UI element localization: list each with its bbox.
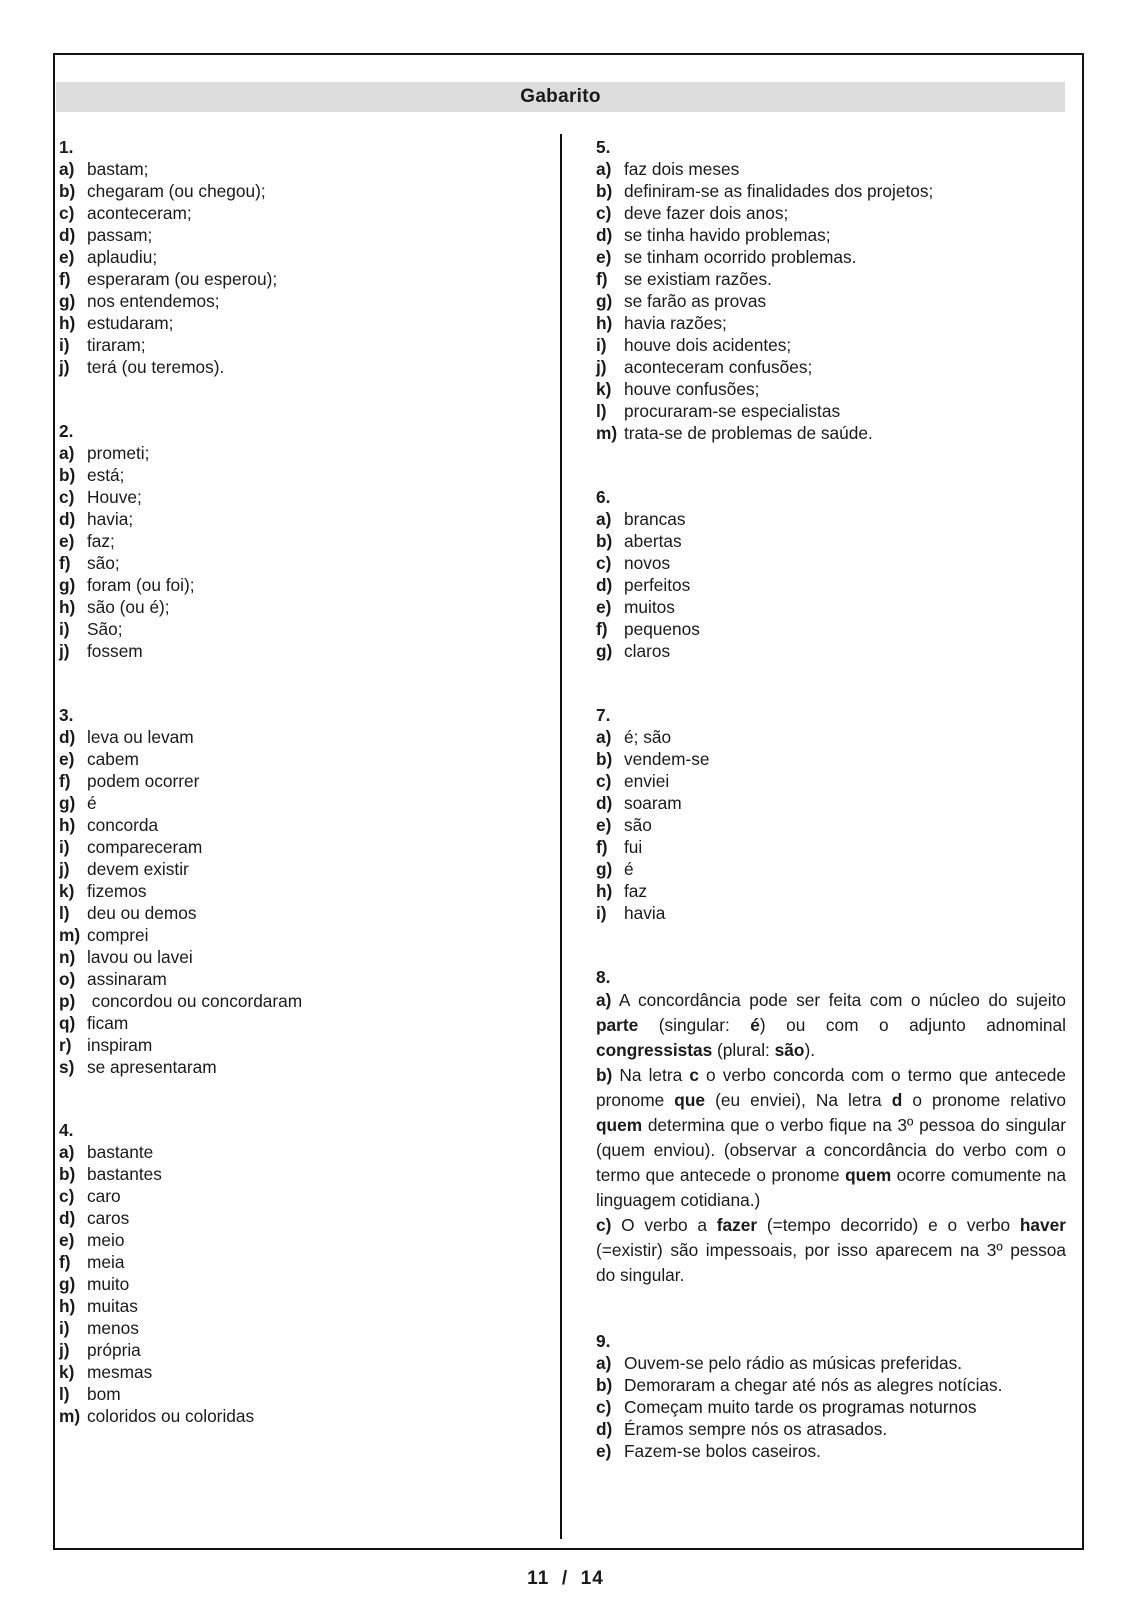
answer-text: são <box>624 815 652 835</box>
answer-item <box>59 224 529 246</box>
question-8 <box>596 966 1066 1288</box>
answer-item <box>596 552 1066 574</box>
answer-label: g) <box>596 641 613 661</box>
answer-item <box>59 1229 529 1251</box>
right-column <box>596 136 1066 1462</box>
answer-label: h) <box>596 881 613 901</box>
question-1 <box>59 136 529 378</box>
answer-label: h) <box>59 313 76 333</box>
answer-label: i) <box>59 1318 70 1338</box>
answer-text: havia razões; <box>624 313 727 333</box>
answer-item <box>59 1405 529 1427</box>
answer-text: é <box>87 793 97 813</box>
answer-label: s) <box>59 1057 75 1077</box>
answer-item <box>59 508 529 530</box>
answer-item <box>596 748 1066 770</box>
answer-item <box>59 312 529 334</box>
answer-item <box>59 1163 529 1185</box>
answer-text: trata-se de problemas de saúde. <box>624 423 873 443</box>
answer-label: i) <box>59 335 70 355</box>
answer-label: m) <box>59 1406 81 1426</box>
answer-label: f) <box>59 269 71 289</box>
answer-text: se tinham ocorrido problemas. <box>624 247 857 267</box>
answer-item <box>59 1339 529 1361</box>
answer-item <box>59 334 529 356</box>
answer-label: h) <box>59 597 76 617</box>
answer-text: claros <box>624 641 671 661</box>
answer-text: muito <box>87 1274 130 1294</box>
answer-item <box>596 880 1066 902</box>
answer-text: Começam muito tarde os programas noturnos <box>624 1397 977 1417</box>
answer-label: a) <box>596 159 612 179</box>
answer-label: d) <box>59 727 76 747</box>
answer-text: faz dois meses <box>624 159 740 179</box>
question-number: 9. <box>596 1331 611 1351</box>
answer-item <box>596 224 1066 246</box>
answer-label: d) <box>59 1208 76 1228</box>
answer-item <box>59 1317 529 1339</box>
answer-text: Ouvem-se pelo rádio as músicas preferidas. <box>624 1353 963 1373</box>
answer-label: c) <box>596 203 612 223</box>
answer-text: fui <box>624 837 643 857</box>
answer-item <box>596 530 1066 552</box>
answer-item <box>59 1185 529 1207</box>
answer-text: deve fazer dois anos; <box>624 203 789 223</box>
answer-item <box>596 858 1066 880</box>
answer-text: havia; <box>87 509 134 529</box>
answer-item <box>59 552 529 574</box>
answer-text: tiraram; <box>87 335 146 355</box>
page-title: Gabarito <box>56 82 1065 112</box>
answer-label: r) <box>59 1035 72 1055</box>
answer-item <box>59 1295 529 1317</box>
answer-item <box>59 246 529 268</box>
answer-label: e) <box>59 749 75 769</box>
answer-item <box>596 246 1066 268</box>
question-7 <box>596 704 1066 924</box>
answer-item <box>59 1251 529 1273</box>
answer-text: se apresentaram <box>87 1057 217 1077</box>
answer-text: pequenos <box>624 619 700 639</box>
answer-label: i) <box>596 335 607 355</box>
answer-text: abertas <box>624 531 682 551</box>
answer-label: b) <box>59 181 76 201</box>
answer-item <box>59 1361 529 1383</box>
answer-text: prometi; <box>87 443 150 463</box>
answer-item <box>59 464 529 486</box>
answer-item <box>596 792 1066 814</box>
answer-label: a) <box>596 1353 612 1373</box>
question-5 <box>596 136 1066 444</box>
answer-item <box>596 1374 1066 1396</box>
answer-label: a) <box>596 509 612 529</box>
answer-item <box>59 158 529 180</box>
answer-item <box>596 770 1066 792</box>
answer-item <box>59 990 529 1012</box>
answer-item <box>596 180 1066 202</box>
answer-item <box>59 202 529 224</box>
answer-item <box>596 618 1066 640</box>
answer-label: a) <box>596 727 612 747</box>
answer-text: lavou ou lavei <box>87 947 193 967</box>
answer-item <box>596 202 1066 224</box>
answer-8a: a) A concordância pode ser feita com o núcleo do sujeito parte (singular: é) ou com o adjunto adnominal congressistas (plural: são). <box>596 990 1066 1060</box>
answer-text: devem existir <box>87 859 189 879</box>
answer-text: Demoraram a chegar até nós as alegres notícias. <box>624 1375 1003 1395</box>
answer-text: muitos <box>624 597 675 617</box>
answer-item <box>596 400 1066 422</box>
answer-text: são (ou é); <box>87 597 170 617</box>
answer-text: assinaram <box>87 969 167 989</box>
answer-text: chegaram (ou chegou); <box>87 181 266 201</box>
answer-label: b) <box>596 181 613 201</box>
answer-text: Éramos sempre nós os atrasados. <box>624 1419 888 1439</box>
answer-item <box>59 1141 529 1163</box>
column-divider <box>560 134 562 1539</box>
answer-label: f) <box>596 269 608 289</box>
answer-item <box>596 1396 1066 1418</box>
answer-text: Fazem-se bolos caseiros. <box>624 1441 821 1461</box>
answer-label: n) <box>59 947 76 967</box>
answer-item <box>596 378 1066 400</box>
answer-label: g) <box>59 1274 76 1294</box>
answer-label: f) <box>596 837 608 857</box>
answer-item <box>59 1012 529 1034</box>
answer-item <box>59 858 529 880</box>
answer-item <box>59 792 529 814</box>
answer-item <box>59 180 529 202</box>
answer-label: h) <box>596 313 613 333</box>
answer-item <box>596 836 1066 858</box>
answer-item <box>59 640 529 662</box>
answer-text: mesmas <box>87 1362 153 1382</box>
answer-text: aconteceram confusões; <box>624 357 813 377</box>
answer-label: j) <box>59 1340 70 1360</box>
answer-text: ficam <box>87 1013 129 1033</box>
answer-text: faz <box>624 881 648 901</box>
answer-item <box>596 312 1066 334</box>
answer-label: i) <box>596 903 607 923</box>
answer-label: c) <box>59 203 75 223</box>
answer-item <box>596 596 1066 618</box>
question-number: 4. <box>59 1120 74 1140</box>
answer-item <box>59 596 529 618</box>
answer-label: d) <box>596 793 613 813</box>
answer-label: f) <box>59 553 71 573</box>
answer-label: l) <box>596 401 607 421</box>
answer-item <box>59 356 529 378</box>
answer-label: c) <box>59 487 75 507</box>
answer-label: b) <box>596 1375 613 1395</box>
answer-item <box>59 574 529 596</box>
answer-text: meio <box>87 1230 125 1250</box>
question-2 <box>59 420 529 662</box>
answer-text: São; <box>87 619 123 639</box>
answer-text: fossem <box>87 641 143 661</box>
answer-text: brancas <box>624 509 686 529</box>
answer-label: d) <box>596 1419 613 1439</box>
answer-text: são; <box>87 553 120 573</box>
answer-item <box>59 726 529 748</box>
answer-text: foram (ou foi); <box>87 575 195 595</box>
question-number: 1. <box>59 137 74 157</box>
answer-item <box>59 770 529 792</box>
answer-label: l) <box>59 903 70 923</box>
left-column <box>59 136 529 1427</box>
answer-text: coloridos ou coloridas <box>87 1406 255 1426</box>
answer-label: e) <box>596 597 612 617</box>
answer-text: procuraram-se especialistas <box>624 401 841 421</box>
answer-text: nos entendemos; <box>87 291 220 311</box>
answer-label: i) <box>59 619 70 639</box>
answer-item <box>59 530 529 552</box>
answer-text: compareceram <box>87 837 203 857</box>
answer-text: definiram-se as finalidades dos projetos; <box>624 181 934 201</box>
answer-item <box>59 290 529 312</box>
answer-label: c) <box>59 1186 75 1206</box>
answer-item <box>59 1273 529 1295</box>
answer-label: c) <box>596 771 612 791</box>
answer-text: é; são <box>624 727 672 747</box>
answer-text: novos <box>624 553 671 573</box>
answer-label: l) <box>59 1384 70 1404</box>
answer-text: se farão as provas <box>624 291 767 311</box>
answer-text: concorda <box>87 815 159 835</box>
answer-text: leva ou levam <box>87 727 194 747</box>
answer-item <box>59 618 529 640</box>
answer-text: bastam; <box>87 159 149 179</box>
answer-label: e) <box>59 1230 75 1250</box>
answer-text: é <box>624 859 634 879</box>
answer-text: inspiram <box>87 1035 153 1055</box>
answer-text: aconteceram; <box>87 203 192 223</box>
answer-text: cabem <box>87 749 139 769</box>
answer-item <box>596 1418 1066 1440</box>
answer-item <box>59 968 529 990</box>
answer-label: b) <box>59 465 76 485</box>
answer-text: menos <box>87 1318 139 1338</box>
answer-item <box>59 1034 529 1056</box>
answer-label: d) <box>59 225 76 245</box>
answer-text: houve dois acidentes; <box>624 335 792 355</box>
answer-text: muitas <box>87 1296 138 1316</box>
answer-text: própria <box>87 1340 141 1360</box>
answer-text: está; <box>87 465 125 485</box>
answer-item <box>596 640 1066 662</box>
answer-label: h) <box>59 815 76 835</box>
answer-text: bastante <box>87 1142 154 1162</box>
question-9 <box>596 1330 1066 1462</box>
answer-label: e) <box>59 531 75 551</box>
answer-text: fizemos <box>87 881 147 901</box>
answer-label: a) <box>59 1142 75 1162</box>
answer-text: passam; <box>87 225 153 245</box>
question-number: 5. <box>596 137 611 157</box>
answer-item <box>596 1440 1066 1462</box>
answer-item <box>596 422 1066 444</box>
answer-text: aplaudiu; <box>87 247 158 267</box>
answer-item <box>596 356 1066 378</box>
answer-item <box>59 486 529 508</box>
question-number: 8. <box>596 967 611 987</box>
question-number: 2. <box>59 421 74 441</box>
answer-label: c) <box>596 1397 612 1417</box>
answer-text: podem ocorrer <box>87 771 200 791</box>
question-number: 7. <box>596 705 611 725</box>
answer-label: o) <box>59 969 76 989</box>
answer-label: d) <box>59 509 76 529</box>
answer-item <box>596 334 1066 356</box>
answer-8b: b) Na letra c o verbo concorda com o termo que antecede pronome que (eu enviei), Na letra d o pronome relativo quem determina que o verbo fique na 3º pessoa do singular (quem enviou). (observar a concordância do verbo com o termo que antecede o pronome quem ocorre comumente na linguagem cotidiana.) <box>596 1065 1066 1210</box>
answer-item <box>59 748 529 770</box>
answer-label: f) <box>59 771 71 791</box>
answer-label: e) <box>596 1441 612 1461</box>
answer-label: k) <box>596 379 612 399</box>
answer-label: e) <box>59 247 75 267</box>
answer-item <box>596 268 1066 290</box>
answer-text: bom <box>87 1384 121 1404</box>
answer-text: faz; <box>87 531 115 551</box>
page-number: 11 / 14 <box>527 1568 604 1589</box>
answer-item <box>596 290 1066 312</box>
answer-text: esperaram (ou esperou); <box>87 269 278 289</box>
answer-label: b) <box>59 1164 76 1184</box>
answer-text: bastantes <box>87 1164 162 1184</box>
answer-text: perfeitos <box>624 575 691 595</box>
question-number: 6. <box>596 487 611 507</box>
answer-item <box>59 924 529 946</box>
answer-label: m) <box>596 423 618 443</box>
answer-text: caros <box>87 1208 130 1228</box>
answer-item <box>59 836 529 858</box>
answer-label: j) <box>59 859 70 879</box>
answer-label: j) <box>59 357 70 377</box>
answer-label: a) <box>59 443 75 463</box>
answer-item <box>59 814 529 836</box>
answer-item <box>59 442 529 464</box>
question-number: 3. <box>59 705 74 725</box>
answer-item <box>596 814 1066 836</box>
answer-label: d) <box>596 225 613 245</box>
question-4 <box>59 1119 529 1427</box>
answer-label: g) <box>59 575 76 595</box>
answer-text: houve confusões; <box>624 379 760 399</box>
answer-item <box>596 158 1066 180</box>
answer-text: concordou ou concordaram <box>87 991 303 1011</box>
answer-label: k) <box>59 1362 75 1382</box>
answer-8c: c) O verbo a fazer (=tempo decorrido) e o verbo haver (=existir) são impessoais, por isso aparecem na 3º pessoa do singular. <box>596 1215 1066 1285</box>
answer-label: f) <box>596 619 608 639</box>
answer-item <box>59 1383 529 1405</box>
answer-item <box>596 902 1066 924</box>
answer-item <box>59 1056 529 1078</box>
question-6 <box>596 486 1066 662</box>
question-3 <box>59 704 529 1078</box>
answer-label: g) <box>596 859 613 879</box>
answer-label: j) <box>59 641 70 661</box>
answer-text: meia <box>87 1252 125 1272</box>
answer-label: g) <box>596 291 613 311</box>
answer-item <box>59 880 529 902</box>
answer-text: enviei <box>624 771 670 791</box>
answer-text: Houve; <box>87 487 142 507</box>
answer-text: caro <box>87 1186 121 1206</box>
answer-item <box>59 1207 529 1229</box>
answer-text: terá (ou teremos). <box>87 357 225 377</box>
answer-text: comprei <box>87 925 149 945</box>
answer-label: e) <box>596 815 612 835</box>
answer-label: a) <box>59 159 75 179</box>
answer-label: m) <box>59 925 81 945</box>
answer-item <box>596 508 1066 530</box>
answer-label: j) <box>596 357 607 377</box>
answer-text: vendem-se <box>624 749 710 769</box>
answer-text: se tinha havido problemas; <box>624 225 831 245</box>
answer-label: b) <box>596 531 613 551</box>
answer-label: p) <box>59 991 76 1011</box>
answer-text: se existiam razões. <box>624 269 772 289</box>
answer-label: k) <box>59 881 75 901</box>
answer-item <box>59 946 529 968</box>
answer-label: i) <box>59 837 70 857</box>
answer-text: estudaram; <box>87 313 174 333</box>
answer-label: q) <box>59 1013 76 1033</box>
answer-label: b) <box>596 749 613 769</box>
answer-label: d) <box>596 575 613 595</box>
answer-item <box>59 268 529 290</box>
answer-item <box>596 726 1066 748</box>
answer-text: deu ou demos <box>87 903 197 923</box>
answer-item <box>596 574 1066 596</box>
answer-label: f) <box>59 1252 71 1272</box>
answer-label: h) <box>59 1296 76 1316</box>
answer-text: soaram <box>624 793 682 813</box>
answer-label: c) <box>596 553 612 573</box>
answer-label: e) <box>596 247 612 267</box>
answer-label: g) <box>59 793 76 813</box>
answer-item <box>596 1352 1066 1374</box>
answer-text: havia <box>624 903 666 923</box>
answer-label: g) <box>59 291 76 311</box>
answer-item <box>59 902 529 924</box>
